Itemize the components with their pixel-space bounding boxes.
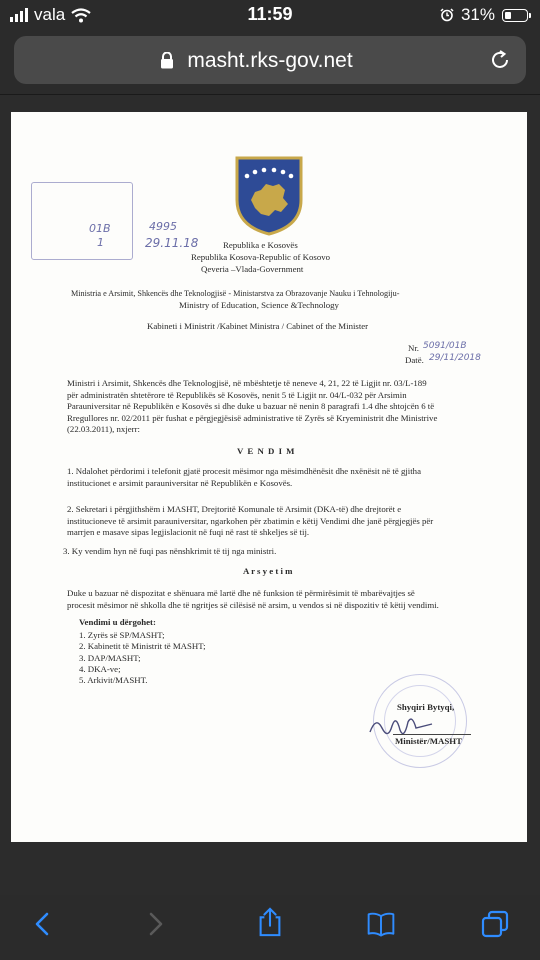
decision-point-line: 3. Ky vendim hyn në fuqi pas nënshkrimit të tij nga ministri. <box>63 546 277 556</box>
forward-icon[interactable] <box>140 909 170 939</box>
stamp-number: 01B <box>89 222 111 235</box>
arsyetim-title: A r s y e t i m <box>243 566 293 576</box>
ministry-line: Ministry of Education, Science &Technology <box>179 300 339 310</box>
url-text[interactable]: masht.rks-gov.net <box>187 49 353 72</box>
registry-stamp <box>31 182 133 260</box>
text-line: (22.03.2011), nxjerr: <box>67 424 140 434</box>
back-icon[interactable] <box>28 909 58 939</box>
text-line: 1. Zyrës së SP/MASHT; <box>79 630 165 640</box>
text-line: 2. Kabinetit të Ministrit të MASHT; <box>79 641 206 652</box>
text-line: 5. Arkivit/MASHT. <box>79 675 148 686</box>
address-bar[interactable] <box>14 36 526 84</box>
decision-point-line: institucionet e arsimit parauniversitar në Republikën e Kosovës. <box>67 477 293 488</box>
alarm-icon <box>440 8 454 22</box>
browser-toolbar <box>0 895 540 960</box>
date-value: 29/11/2018 <box>429 353 481 363</box>
text-line: Ministri i Arsimit, Shkencës dhe Teknologjisë, në mbështetje të neneve 4, 21, 22 të Ligjit nr. 03/L-189 <box>67 378 427 388</box>
text-line: 3. DAP/MASHT; <box>79 652 141 663</box>
vendim-title: V E N D I M <box>237 446 296 456</box>
text-line: për administratën shtetërore të Republikës së Kosovës, nenit 5 të Ligjit nr. 04/L-032 për Arsimin <box>67 389 407 400</box>
text-line: Duke u bazuar në dispozitat e shënuara më lartë dhe në funksion të përmirësimit të mbarëvajtjes së <box>67 588 415 598</box>
decision-point-line: 1. Ndalohet përdorimi i telefonit gjatë procesit mësimor nga mësimdhënësit dhe nxënësit në të gjitha <box>67 466 421 476</box>
ministry-line: Ministria e Arsimit, Shkencës dhe Teknologjisë - Ministarstva za Obrazovanje Nauku i Tehnologiju- <box>71 289 400 298</box>
stamp-protocol: 4995 <box>149 220 177 233</box>
nr-label: Nr. <box>408 343 419 353</box>
text-line: 4. DKA-ve; <box>79 663 121 674</box>
text-line: Parauniversitar në Republikën e Kosovës si dhe duke u bazuar në nenin 8 paragrafi 1.4 dhe shtojcën 6 të <box>67 401 435 411</box>
header-line: Republika e Kosovës <box>223 240 298 250</box>
nr-value: 5091/01B <box>423 341 467 351</box>
stamp-count: 1 <box>97 236 104 249</box>
document-page <box>11 112 527 842</box>
text-line: procesit mësimor në shkolla dhe të ngritjes së cilësisë në arsim, u vendos si në dispozitiv të këtij vendimi. <box>67 599 439 610</box>
date-label: Datë. <box>405 355 424 365</box>
decision-point-line: 2. Sekretari i përgjithshëm i MASHT, Drejtoritë Komunale të Arsimit (DKA-të) dhe drejtorët e <box>67 504 402 514</box>
signature-line <box>393 734 471 735</box>
text-line: Rregullores nr. 02/2011 për fushat e përgjegjësisë administrative të Zyrës së Kryeministrit dhe Ministrive <box>67 412 438 423</box>
recipients-title: Vendimi u dërgohet: <box>79 617 156 627</box>
stamp-date: 29.11.18 <box>145 236 199 250</box>
cabinet-line: Kabineti i Ministrit /Kabinet Ministra / Cabinet of the Minister <box>147 321 369 331</box>
signatory-title: Ministër/MASHT <box>395 736 462 746</box>
battery-percent: 31% <box>460 5 495 24</box>
tabs-icon[interactable] <box>480 909 510 939</box>
reload-icon[interactable] <box>488 48 512 72</box>
battery-icon <box>502 9 528 22</box>
status-bar <box>0 0 540 32</box>
signatory-name: Shyqiri Bytyqi, <box>397 702 455 712</box>
header-line: Qeveria –Vlada-Government <box>201 264 304 274</box>
share-icon[interactable] <box>255 907 285 937</box>
header-line: Republika Kosova-Republic of Kosovo <box>191 252 331 262</box>
bookmarks-icon[interactable] <box>366 909 396 939</box>
decision-point-line: marrjen e masave sipas legjislacionit në fuqi në rast të shkeljes së tij. <box>67 527 310 537</box>
decision-point-line: institucioneve të arsimit parauniversitar, ngarkohen për zbatimin e këtij Vendimi dhe janë përgjegjës për <box>67 515 434 526</box>
browser-header <box>0 32 540 94</box>
kosovo-emblem <box>233 156 305 236</box>
carrier-name: vala <box>34 5 66 24</box>
clock: 11:59 <box>247 4 293 24</box>
